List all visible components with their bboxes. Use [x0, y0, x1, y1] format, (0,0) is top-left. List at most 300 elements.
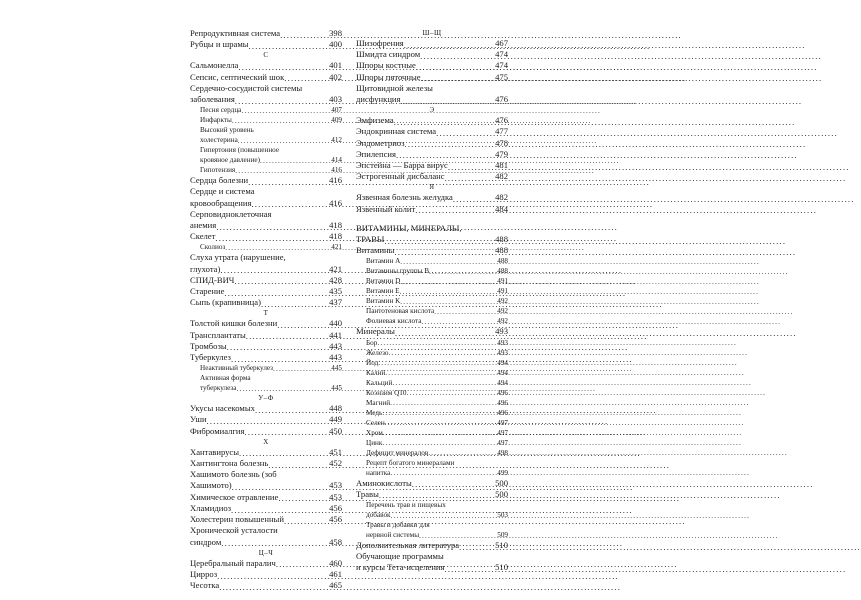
- toc-entry-page-number: 401: [329, 60, 342, 71]
- toc-entry[interactable]: [190, 414, 342, 425]
- toc-entry-page-number: 476: [495, 115, 508, 126]
- dot-leader: [280, 31, 329, 40]
- toc-entry-title: Шпоры пяточные: [356, 71, 421, 82]
- toc-entry[interactable]: [356, 428, 508, 438]
- toc-entry-page-number: 456: [329, 514, 342, 525]
- section-letter-header: Ш–Щ: [422, 29, 442, 37]
- toc-entry-title: анемия: [190, 220, 217, 231]
- dot-leader: [444, 565, 495, 574]
- toc-entry-title: Шмидта синдром: [356, 49, 421, 60]
- section-letter-header: Х: [263, 437, 269, 446]
- toc-entry-title: Железо: [366, 348, 389, 357]
- toc-entry-page-number: 403: [329, 94, 342, 105]
- toc-entry-page-number: 474: [495, 49, 508, 60]
- toc-entry-title: Селен: [366, 418, 385, 427]
- dot-leader: [390, 470, 497, 477]
- toc-entry[interactable]: [190, 318, 342, 329]
- dot-leader: [215, 234, 329, 243]
- toc-entry-title: Аминокислоты: [356, 477, 412, 488]
- toc-entry-page-number: 510: [495, 540, 508, 551]
- dot-leader: [392, 380, 497, 387]
- toc-entry-page-number: 491: [497, 277, 508, 286]
- toc-entry[interactable]: [190, 363, 342, 373]
- dot-leader: [389, 350, 498, 357]
- dot-leader: [453, 195, 495, 204]
- toc-entry-continuation: Рецепт богатого минералами: [366, 458, 455, 467]
- toc-entry[interactable]: [356, 478, 508, 489]
- toc-entry-title: Витамин K: [366, 297, 401, 306]
- dot-leader: [400, 289, 498, 296]
- toc-entry-title: Цинк: [366, 438, 383, 447]
- dot-leader: [420, 52, 495, 61]
- toc-entry-page-number: 493: [497, 348, 508, 357]
- toc-entry-page-number: 500: [495, 488, 508, 499]
- toc-entry-title: Коэнзим Q10: [366, 388, 407, 397]
- toc-entry[interactable]: [356, 540, 508, 551]
- dot-leader: [232, 483, 329, 492]
- dot-leader: [428, 450, 497, 457]
- toc-entry[interactable]: [190, 220, 342, 231]
- toc-entry-title: Йод: [366, 358, 379, 367]
- dot-leader: [235, 97, 329, 106]
- section-spacer: [356, 215, 508, 223]
- dot-leader: [220, 266, 329, 275]
- toc-entry[interactable]: [190, 447, 342, 458]
- dot-leader: [404, 41, 495, 50]
- toc-entry[interactable]: [356, 510, 508, 520]
- toc-entry-title: Хром: [366, 428, 383, 437]
- toc-entry[interactable]: [190, 155, 342, 165]
- toc-entry[interactable]: [356, 338, 508, 348]
- toc-entry[interactable]: [190, 275, 342, 286]
- toc-entry-continuation: Хашимото болезнь (зоб: [190, 469, 277, 480]
- toc-entry[interactable]: [356, 126, 508, 137]
- toc-entry-title: Шпоры костные: [356, 60, 416, 71]
- dot-leader: [378, 360, 497, 367]
- dot-leader: [261, 300, 329, 309]
- toc-entry-page-number: 443: [329, 340, 342, 351]
- toc-entry[interactable]: [190, 514, 342, 525]
- section-letter-header: Я: [429, 183, 435, 192]
- toc-entry-page-number: 492: [497, 297, 508, 306]
- toc-entry[interactable]: [356, 468, 508, 478]
- section-letter-header: Э: [429, 106, 435, 115]
- dot-leader: [385, 370, 497, 377]
- toc-entry-page-number: 493: [495, 326, 508, 337]
- dot-leader: [251, 200, 329, 209]
- toc-entry[interactable]: [190, 480, 342, 491]
- toc-entry[interactable]: [190, 569, 342, 580]
- toc-entry[interactable]: [190, 492, 342, 503]
- toc-entry[interactable]: [190, 39, 342, 50]
- toc-entry[interactable]: [356, 358, 508, 368]
- dot-leader: [273, 366, 331, 373]
- toc-entry-page-number: 453: [329, 491, 342, 502]
- dot-leader: [244, 428, 329, 437]
- dot-leader: [231, 506, 329, 515]
- toc-entry-title: Сыпь (крапивница): [190, 297, 261, 308]
- toc-entry[interactable]: [190, 264, 342, 275]
- toc-entry-title: Сепсис, септический шок: [190, 71, 285, 82]
- toc-entry[interactable]: [356, 418, 508, 428]
- toc-entry-title: Тромбозы: [190, 340, 227, 351]
- toc-entry[interactable]: [190, 458, 342, 469]
- toc-entry-title: дисфункция: [356, 94, 401, 105]
- toc-entry[interactable]: [356, 286, 508, 296]
- toc-entry-page-number: 407: [331, 106, 342, 115]
- toc-entry[interactable]: [356, 489, 508, 500]
- toc-entry[interactable]: [190, 60, 342, 71]
- dot-leader: [219, 583, 329, 592]
- toc-entry[interactable]: [356, 438, 508, 448]
- section-letter-header: Т: [263, 309, 269, 318]
- toc-entry-title: Песня сердца: [200, 106, 242, 115]
- toc-entry-page-number: 494: [497, 358, 508, 367]
- toc-entry-title: Дефицит минералов: [366, 448, 429, 457]
- toc-entry-title: Сердца болезни: [190, 175, 249, 186]
- toc-entry[interactable]: [356, 378, 508, 388]
- toc-entry-title: Цирроз: [190, 568, 218, 579]
- section-letter-header: С: [263, 51, 269, 60]
- toc-entry-page-number: 510: [495, 562, 508, 573]
- dot-leader: [459, 543, 495, 552]
- toc-entry[interactable]: [356, 245, 508, 256]
- toc-entry-title: ТРАВЫ: [356, 234, 385, 245]
- toc-entry-page-number: 416: [329, 175, 342, 186]
- toc-entry[interactable]: [356, 448, 508, 458]
- toc-entry-page-number: 418: [329, 231, 342, 242]
- dot-leader: [382, 440, 497, 447]
- toc-entry-page-number: 460: [329, 557, 342, 568]
- toc-entry[interactable]: [190, 341, 342, 352]
- toc-entry-page-number: 497: [497, 438, 508, 447]
- toc-entry[interactable]: [356, 316, 508, 326]
- toc-entry-title: Язвенная болезнь желудка: [356, 192, 453, 203]
- toc-entry[interactable]: [356, 398, 508, 408]
- dot-leader: [248, 178, 329, 187]
- dot-leader: [241, 108, 331, 115]
- toc-entry-page-number: 494: [497, 378, 508, 387]
- dot-leader: [412, 480, 495, 489]
- toc-entry-continuation: Обучающие программы: [356, 551, 444, 562]
- toc-entry[interactable]: [190, 503, 342, 514]
- toc-entry[interactable]: [190, 286, 342, 297]
- toc-entry-page-number: 453: [329, 480, 342, 491]
- toc-entry-title: Эмфизема: [356, 115, 394, 126]
- toc-entry-continuation: Травы и добавки для: [366, 521, 430, 530]
- toc-entry[interactable]: [356, 296, 508, 306]
- toc-entry-page-number: 448: [329, 403, 342, 414]
- toc-entry[interactable]: [190, 105, 342, 115]
- dot-leader: [278, 494, 329, 503]
- toc-entry-page-number: 437: [329, 297, 342, 308]
- toc-entry-page-number: 416: [329, 197, 342, 208]
- toc-entry-title: Сколиоз: [200, 243, 226, 252]
- toc-entry-page-number: 481: [495, 160, 508, 171]
- dot-leader: [436, 129, 495, 138]
- toc-entry-title: Инфаркты: [200, 116, 232, 125]
- toc-entry-page-number: 449: [329, 414, 342, 425]
- toc-entry-continuation: Гипертония (повышенное: [200, 146, 280, 155]
- dot-leader: [416, 63, 495, 72]
- toc-entry-page-number: 491: [497, 287, 508, 296]
- toc-entry-page-number: 496: [497, 408, 508, 417]
- toc-entry[interactable]: [356, 388, 508, 398]
- toc-entry-page-number: 441: [329, 329, 342, 340]
- toc-entry[interactable]: [190, 426, 342, 437]
- toc-entry-title: добавок: [366, 511, 391, 520]
- toc-entry-title: Бор: [366, 338, 378, 347]
- toc-entry[interactable]: [190, 383, 342, 393]
- toc-entry-page-number: 478: [495, 137, 508, 148]
- toc-entry[interactable]: [190, 198, 342, 209]
- toc-entry-title: Минералы: [356, 326, 395, 337]
- toc-entry-page-number: 435: [329, 286, 342, 297]
- dot-leader: [400, 259, 497, 266]
- toc-entry[interactable]: [356, 171, 508, 182]
- dot-leader: [216, 223, 329, 232]
- toc-entry-page-number: 492: [497, 317, 508, 326]
- toc-entry-title: Холестерин повышенный: [190, 514, 284, 525]
- dot-leader: [255, 406, 329, 415]
- toc-entry-continuation: Высокий уровень: [200, 126, 254, 135]
- toc-entry-title: Медь: [366, 408, 383, 417]
- toc-entry[interactable]: [356, 234, 508, 245]
- toc-entry[interactable]: [356, 94, 508, 105]
- toc-entry-page-number: 496: [497, 398, 508, 407]
- toc-left-column: [190, 28, 342, 591]
- toc-entry-title: Уши: [190, 414, 207, 425]
- toc-entry[interactable]: [356, 60, 508, 71]
- toc-entry-continuation: Серповидноклеточная: [190, 208, 272, 219]
- toc-entry[interactable]: [356, 530, 508, 540]
- dot-leader: [227, 343, 329, 352]
- toc-entry[interactable]: [356, 562, 508, 573]
- toc-entry[interactable]: [356, 256, 508, 266]
- toc-entry-page-number: 494: [497, 368, 508, 377]
- dot-leader: [238, 138, 331, 145]
- dot-leader: [225, 245, 331, 252]
- toc-entry-title: Пантотеновая кислота: [366, 307, 435, 316]
- dot-leader: [260, 158, 331, 165]
- toc-entry[interactable]: [190, 115, 342, 125]
- toc-entry-title: Неактивный туберкулез: [200, 364, 274, 373]
- toc-entry-page-number: 421: [331, 243, 342, 252]
- toc-entry-title: Рубцы и шрамы: [190, 39, 249, 50]
- toc-entry[interactable]: [190, 352, 342, 363]
- toc-entry[interactable]: [356, 38, 508, 49]
- toc-entry-page-number: 482: [495, 192, 508, 203]
- dot-leader: [429, 269, 497, 276]
- toc-entry-page-number: 416: [331, 166, 342, 175]
- toc-entry-continuation: Слуха утрата (нарушение,: [190, 252, 286, 263]
- dot-leader: [268, 461, 329, 470]
- toc-entry[interactable]: [190, 28, 342, 39]
- toc-entry-title: Эпилепсия: [356, 148, 396, 159]
- section-letter-header: Ц–Ч: [258, 548, 274, 557]
- toc-entry-continuation: Активная форма: [200, 374, 251, 383]
- toc-entry-title: Гипотензия: [200, 166, 236, 175]
- dot-leader: [382, 410, 497, 417]
- dot-leader: [239, 449, 329, 458]
- dot-leader: [404, 140, 495, 149]
- toc-entry-continuation: Сердечно-сосудистой системы: [190, 82, 303, 93]
- toc-entry[interactable]: [190, 165, 342, 175]
- toc-entry[interactable]: [190, 135, 342, 145]
- toc-entry[interactable]: [356, 326, 508, 337]
- toc-entry-title: Шизофрения: [356, 38, 404, 48]
- dot-leader: [385, 420, 498, 427]
- toc-entry-title: Магний: [366, 398, 391, 407]
- toc-entry-title: Хашимото): [190, 480, 232, 491]
- toc-entry[interactable]: [190, 231, 342, 242]
- toc-right-column: [356, 28, 508, 574]
- toc-entry[interactable]: [190, 558, 342, 569]
- toc-entry-page-number: 488: [497, 257, 508, 266]
- toc-entry[interactable]: [356, 408, 508, 418]
- toc-entry[interactable]: [356, 266, 508, 276]
- toc-entry[interactable]: [190, 580, 342, 591]
- toc-entry-continuation: Сердце и система: [190, 186, 255, 197]
- toc-entry-title: Витамин D: [366, 277, 401, 286]
- toc-entry[interactable]: [356, 160, 508, 171]
- toc-entry-page-number: 509: [497, 531, 508, 540]
- toc-entry[interactable]: [190, 242, 342, 252]
- toc-entry-title: Фибромиалгия: [190, 425, 245, 436]
- toc-entry-page-number: 461: [329, 568, 342, 579]
- toc-entry-title: кровяное давление): [200, 156, 260, 165]
- toc-entry[interactable]: [356, 306, 508, 316]
- dot-leader: [217, 572, 329, 581]
- dot-leader: [384, 237, 495, 246]
- toc-entry-page-number: 488: [497, 267, 508, 276]
- toc-entry[interactable]: [356, 138, 508, 149]
- dot-leader: [231, 355, 329, 364]
- toc-entry-page-number: 445: [331, 384, 342, 393]
- dot-leader: [379, 491, 495, 500]
- toc-entry[interactable]: [190, 537, 342, 548]
- toc-entry-title: синдром: [190, 536, 222, 547]
- toc-entry-page-number: 474: [495, 60, 508, 71]
- toc-entry-title: Калий: [366, 368, 386, 377]
- dot-leader: [421, 319, 497, 326]
- toc-entry[interactable]: [190, 403, 342, 414]
- toc-entry-page-number: 477: [495, 126, 508, 137]
- toc-entry-title: Хантавирусы: [190, 446, 240, 457]
- toc-entry-continuation: ВИТАМИНЫ, МИНЕРАЛЫ,: [356, 222, 462, 233]
- toc-entry-page-number: 503: [497, 511, 508, 520]
- dot-leader: [390, 400, 497, 407]
- toc-entry-page-number: 421: [329, 263, 342, 274]
- toc-entry-page-number: 450: [329, 425, 342, 436]
- dot-leader: [221, 539, 329, 548]
- toc-entry-page-number: 451: [329, 446, 342, 457]
- toc-entry-page-number: 400: [329, 39, 342, 50]
- dot-leader: [395, 329, 495, 338]
- dot-leader: [394, 118, 495, 127]
- toc-entry-title: глухота): [190, 263, 221, 274]
- dot-leader: [394, 248, 495, 257]
- toc-entry-title: холестерина: [200, 136, 238, 145]
- dot-leader: [383, 430, 497, 437]
- toc-entry[interactable]: [356, 49, 508, 60]
- toc-entry-page-number: 492: [497, 307, 508, 316]
- toc-entry-title: Эпстейна — Барра вирус: [356, 160, 448, 171]
- toc-entry[interactable]: [190, 72, 342, 83]
- dot-leader: [406, 390, 497, 397]
- toc-entry-page-number: 499: [497, 468, 508, 477]
- toc-entry-page-number: 475: [495, 71, 508, 82]
- dot-leader: [400, 97, 495, 106]
- toc-entry-title: кровообращения: [190, 197, 252, 208]
- dot-leader: [415, 206, 495, 215]
- toc-entry-page-number: 458: [329, 536, 342, 547]
- toc-entry-page-number: 493: [497, 338, 508, 347]
- toc-entry[interactable]: [190, 175, 342, 186]
- toc-entry[interactable]: [356, 149, 508, 160]
- toc-entry[interactable]: [356, 348, 508, 358]
- toc-entry-page-number: 402: [329, 71, 342, 82]
- dot-leader: [246, 332, 329, 341]
- toc-entry-continuation: Перечень трав и пищевых: [366, 501, 446, 510]
- toc-entry[interactable]: [356, 72, 508, 83]
- dot-leader: [448, 163, 495, 172]
- toc-entry-title: Туберкулез: [190, 352, 231, 363]
- toc-entry-page-number: 452: [329, 458, 342, 469]
- toc-entry-page-number: 409: [331, 116, 342, 125]
- toc-entry-title: Дополнительная литература: [356, 540, 460, 551]
- toc-entry[interactable]: [190, 94, 342, 105]
- toc-entry[interactable]: [190, 297, 342, 308]
- toc-entry-title: Хламидиоз: [190, 502, 232, 513]
- toc-entry-title: Репродуктивная система: [190, 28, 281, 38]
- toc-entry-page-number: 443: [329, 352, 342, 363]
- toc-entry-title: Язвенный колит: [356, 203, 416, 214]
- toc-entry[interactable]: [356, 204, 508, 215]
- toc-entry-title: Витамин E: [366, 287, 400, 296]
- toc-entry-page-number: 496: [497, 388, 508, 397]
- toc-entry-page-number: 428: [329, 274, 342, 285]
- toc-entry-title: Трансплантаты: [190, 329, 246, 340]
- section-letter-header: У–Ф: [258, 394, 274, 403]
- toc-entry[interactable]: [356, 368, 508, 378]
- dot-leader: [419, 533, 497, 540]
- toc-entry-page-number: 414: [331, 156, 342, 165]
- toc-entry-title: Кальций: [366, 378, 393, 387]
- dot-leader: [445, 174, 496, 183]
- toc-entry-title: нервной системы: [366, 531, 420, 540]
- toc-entry[interactable]: [190, 330, 342, 341]
- toc-entry-continuation: Щитовидной железы: [356, 82, 433, 93]
- dot-leader: [284, 74, 329, 83]
- toc-entry-title: СПИД-ВИЧ: [190, 274, 235, 285]
- toc-entry-page-number: 476: [495, 94, 508, 105]
- toc-entry-title: туберкулеза: [200, 384, 237, 393]
- dot-leader: [434, 309, 497, 316]
- dot-leader: [277, 321, 329, 330]
- toc-entry-page-number: 445: [331, 364, 342, 373]
- toc-entry-title: Чесотка: [190, 580, 220, 591]
- toc-entry[interactable]: [356, 276, 508, 286]
- toc-entry-title: Укусы насекомых: [190, 403, 255, 414]
- dot-leader: [400, 299, 497, 306]
- dot-leader: [207, 417, 330, 426]
- toc-entry[interactable]: [356, 192, 508, 203]
- toc-entry[interactable]: [356, 115, 508, 126]
- toc-entry-page-number: 488: [495, 234, 508, 245]
- toc-entry-page-number: 497: [497, 418, 508, 427]
- toc-entry-page-number: 479: [495, 148, 508, 159]
